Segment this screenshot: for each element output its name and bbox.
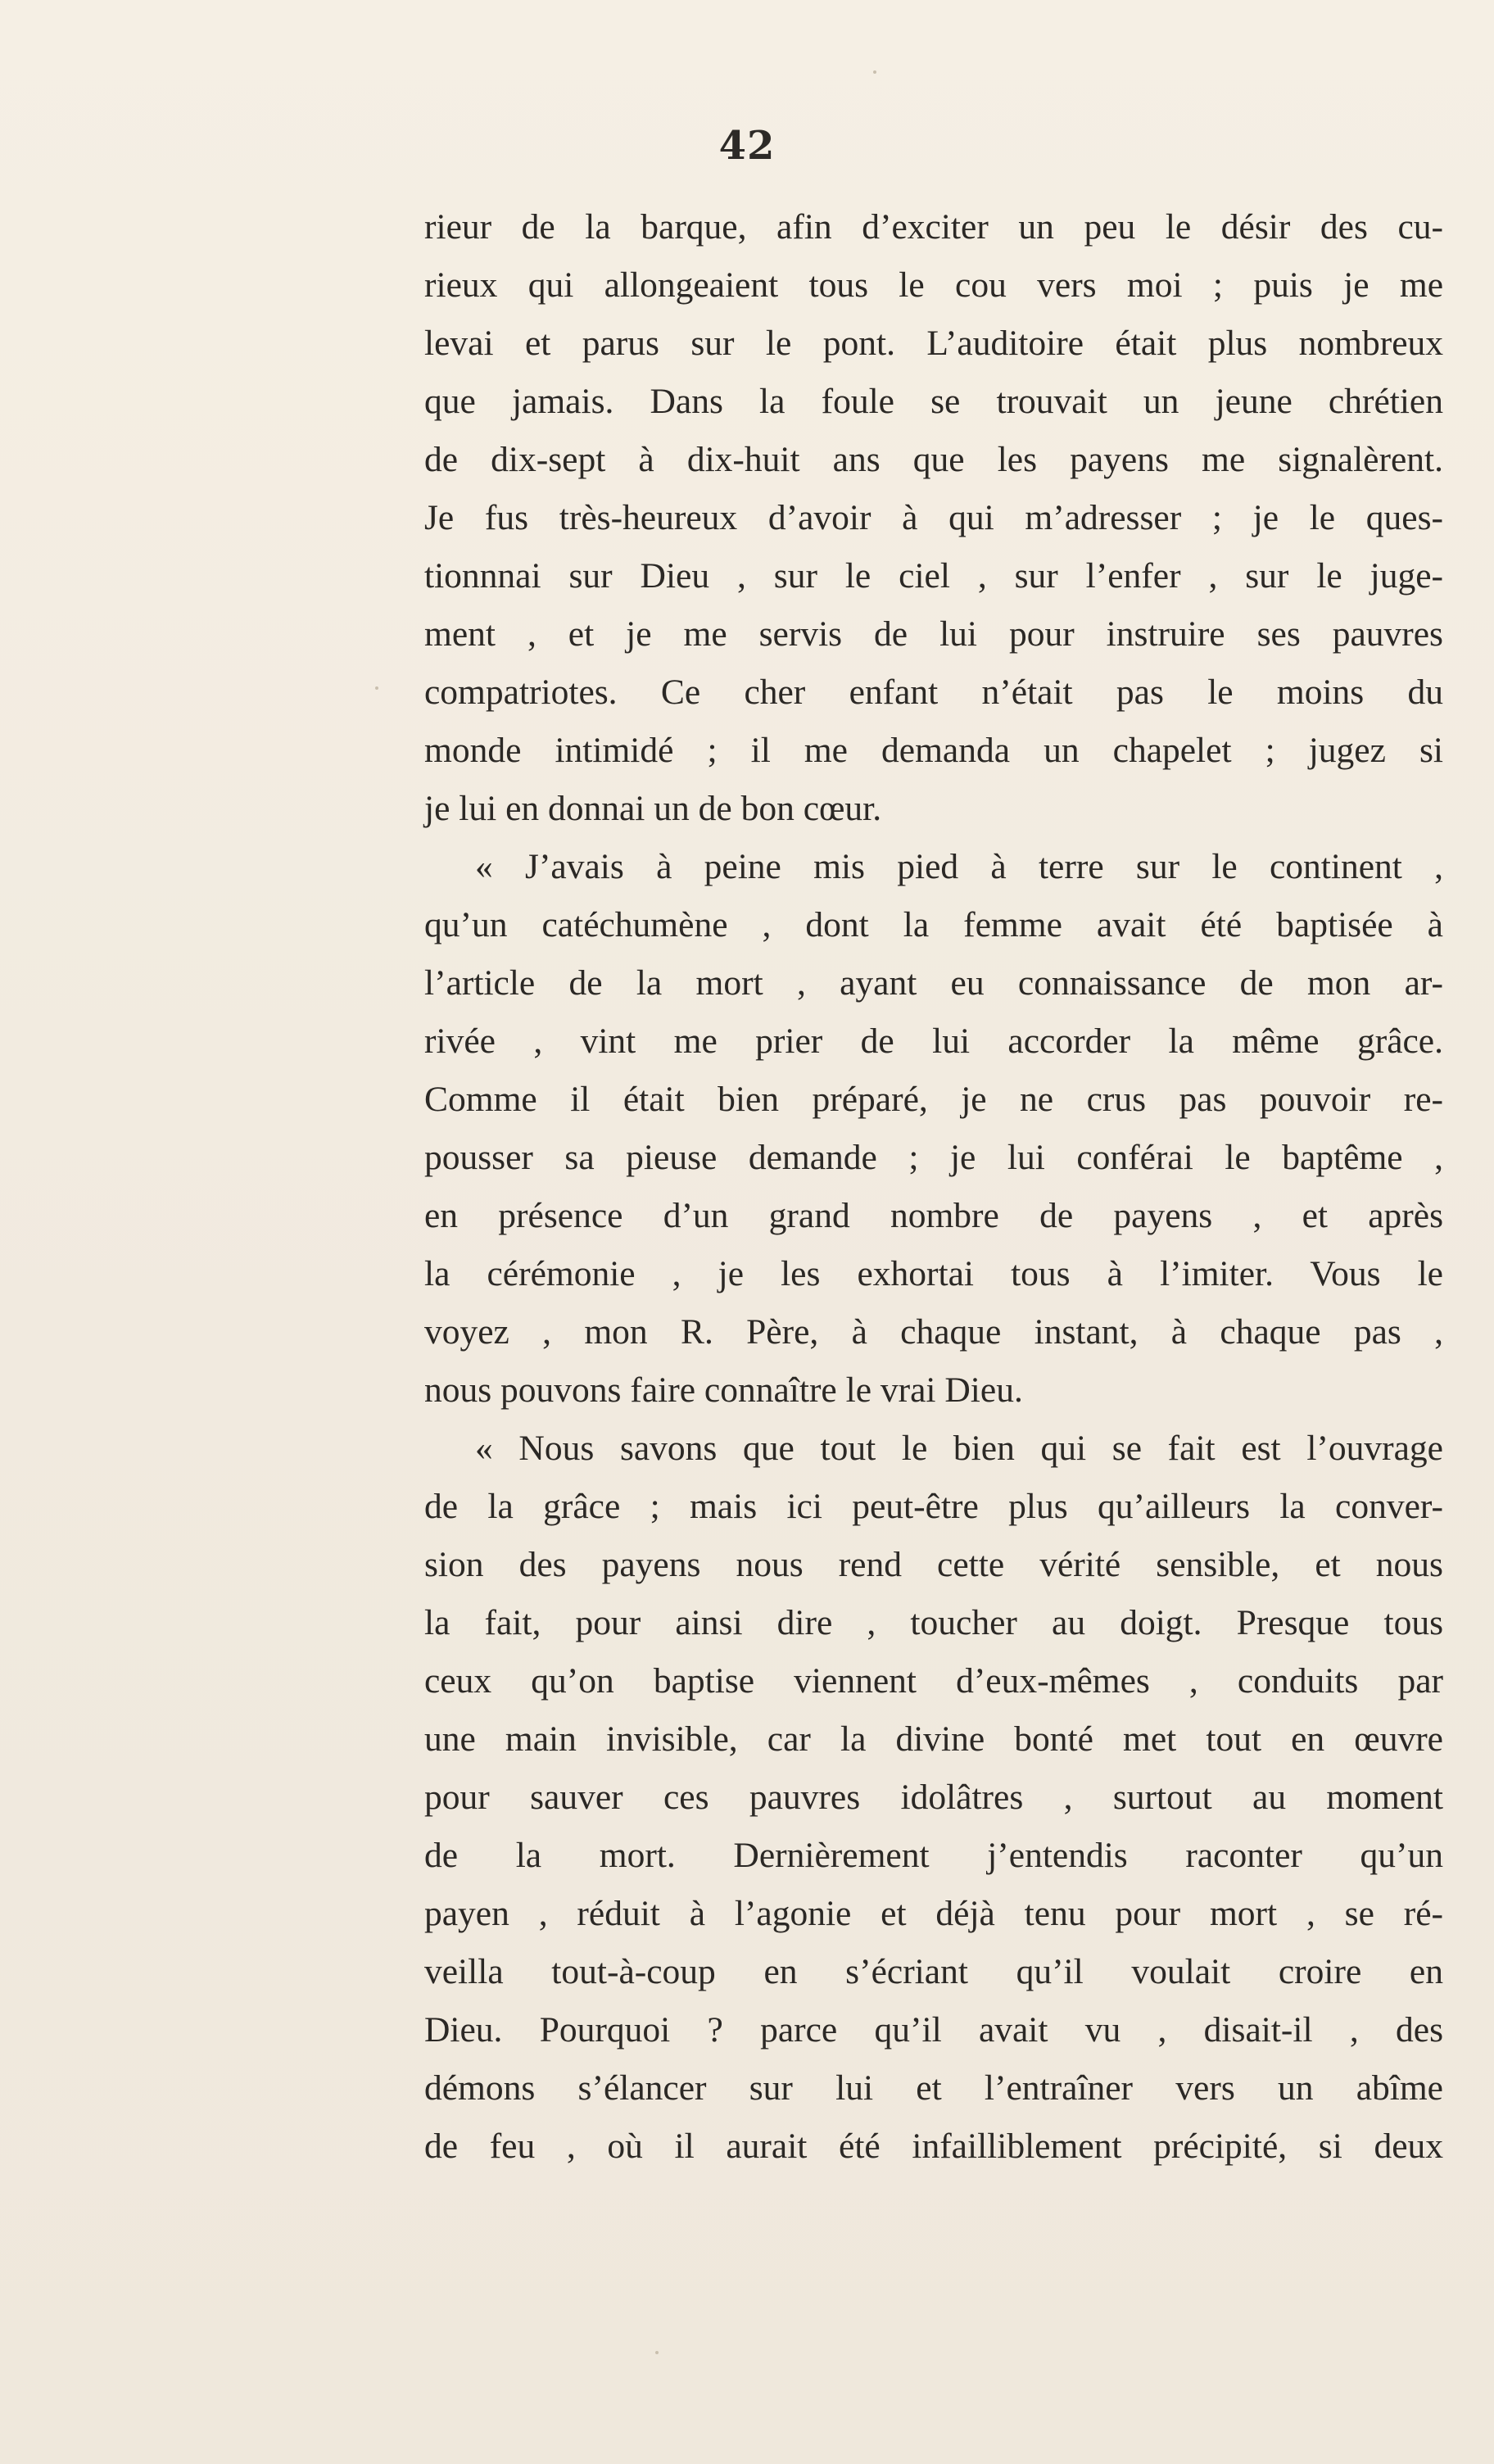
text-line-paragraph-end: nous pouvons faire connaître le vrai Dieu. xyxy=(424,1370,1023,1410)
text-line: rieur de la barque, afin d’exciter un peu le désir des cu- xyxy=(424,207,1443,247)
text-line: compatriotes. Ce cher enfant n’était pas le moins du xyxy=(424,673,1443,712)
text-line: sion des payens nous rend cette vérité sensible, et nous xyxy=(424,1545,1443,1584)
text-line: la fait, pour ainsi dire , toucher au doigt. Presque tous xyxy=(424,1603,1443,1642)
text-line-paragraph-start: « J’avais à peine mis pied à terre sur le continent , xyxy=(475,847,1443,886)
text-line: qu’un catéchumène , dont la femme avait été baptisée à xyxy=(424,905,1443,944)
text-line: rieux qui allongeaient tous le cou vers moi ; puis je me xyxy=(424,265,1443,305)
paper-speck xyxy=(655,2351,659,2354)
text-line: de feu , où il aurait été infailliblement précipité, si deux xyxy=(424,2127,1443,2166)
text-line: de la mort. Dernièrement j’entendis raconter qu’un xyxy=(424,1836,1443,1875)
text-line: monde intimidé ; il me demanda un chapelet ; jugez si xyxy=(424,731,1443,770)
text-line: démons s’élancer sur lui et l’entraîner vers un abîme xyxy=(424,2068,1443,2108)
text-line: Je fus très-heureux d’avoir à qui m’adresser ; je le ques- xyxy=(424,498,1443,537)
page-number: 42 xyxy=(718,123,776,169)
text-line: levai et parus sur le pont. L’auditoire était plus nombreux xyxy=(424,324,1443,363)
text-line: veilla tout-à-coup en s’écriant qu’il voulait croire en xyxy=(424,1952,1443,1991)
text-line: Comme il était bien préparé, je ne crus pas pouvoir re- xyxy=(424,1080,1443,1119)
text-line: que jamais. Dans la foule se trouvait un jeune chrétien xyxy=(424,382,1443,421)
paper-speck xyxy=(375,686,378,690)
text-line: voyez , mon R. Père, à chaque instant, à chaque pas , xyxy=(424,1312,1443,1352)
text-line-paragraph-end: je lui en donnai un de bon cœur. xyxy=(424,789,882,828)
text-line: ceux qu’on baptise viennent d’eux-mêmes , conduits par xyxy=(424,1661,1443,1701)
text-line: rivée , vint me prier de lui accorder la même grâce. xyxy=(424,1021,1443,1061)
text-line: de dix-sept à dix-huit ans que les payens me signalèrent. xyxy=(424,440,1443,479)
text-line: en présence d’un grand nombre de payens , et après xyxy=(424,1196,1443,1235)
text-line: pour sauver ces pauvres idolâtres , surtout au moment xyxy=(424,1778,1443,1817)
text-line: la cérémonie , je les exhortai tous à l’imiter. Vous le xyxy=(424,1254,1443,1293)
text-line: de la grâce ; mais ici peut-être plus qu’ailleurs la conver- xyxy=(424,1487,1443,1526)
text-line: pousser sa pieuse demande ; je lui conférai le baptême , xyxy=(424,1138,1443,1177)
text-line: l’article de la mort , ayant eu connaissance de mon ar- xyxy=(424,963,1443,1003)
text-line-paragraph-start: « Nous savons que tout le bien qui se fait est l’ouvrage xyxy=(475,1429,1443,1468)
paper-speck xyxy=(873,70,876,74)
text-line: tionnnai sur Dieu , sur le ciel , sur l’enfer , sur le juge- xyxy=(424,556,1443,596)
text-line: ment , et je me servis de lui pour instruire ses pauvres xyxy=(424,614,1443,654)
text-line: payen , réduit à l’agonie et déjà tenu pour mort , se ré- xyxy=(424,1894,1443,1933)
body-text xyxy=(424,198,1443,2246)
text-line: une main invisible, car la divine bonté met tout en œuvre xyxy=(424,1719,1443,1759)
text-line: Dieu. Pourquoi ? parce qu’il avait vu , disait-il , des xyxy=(424,2010,1443,2050)
